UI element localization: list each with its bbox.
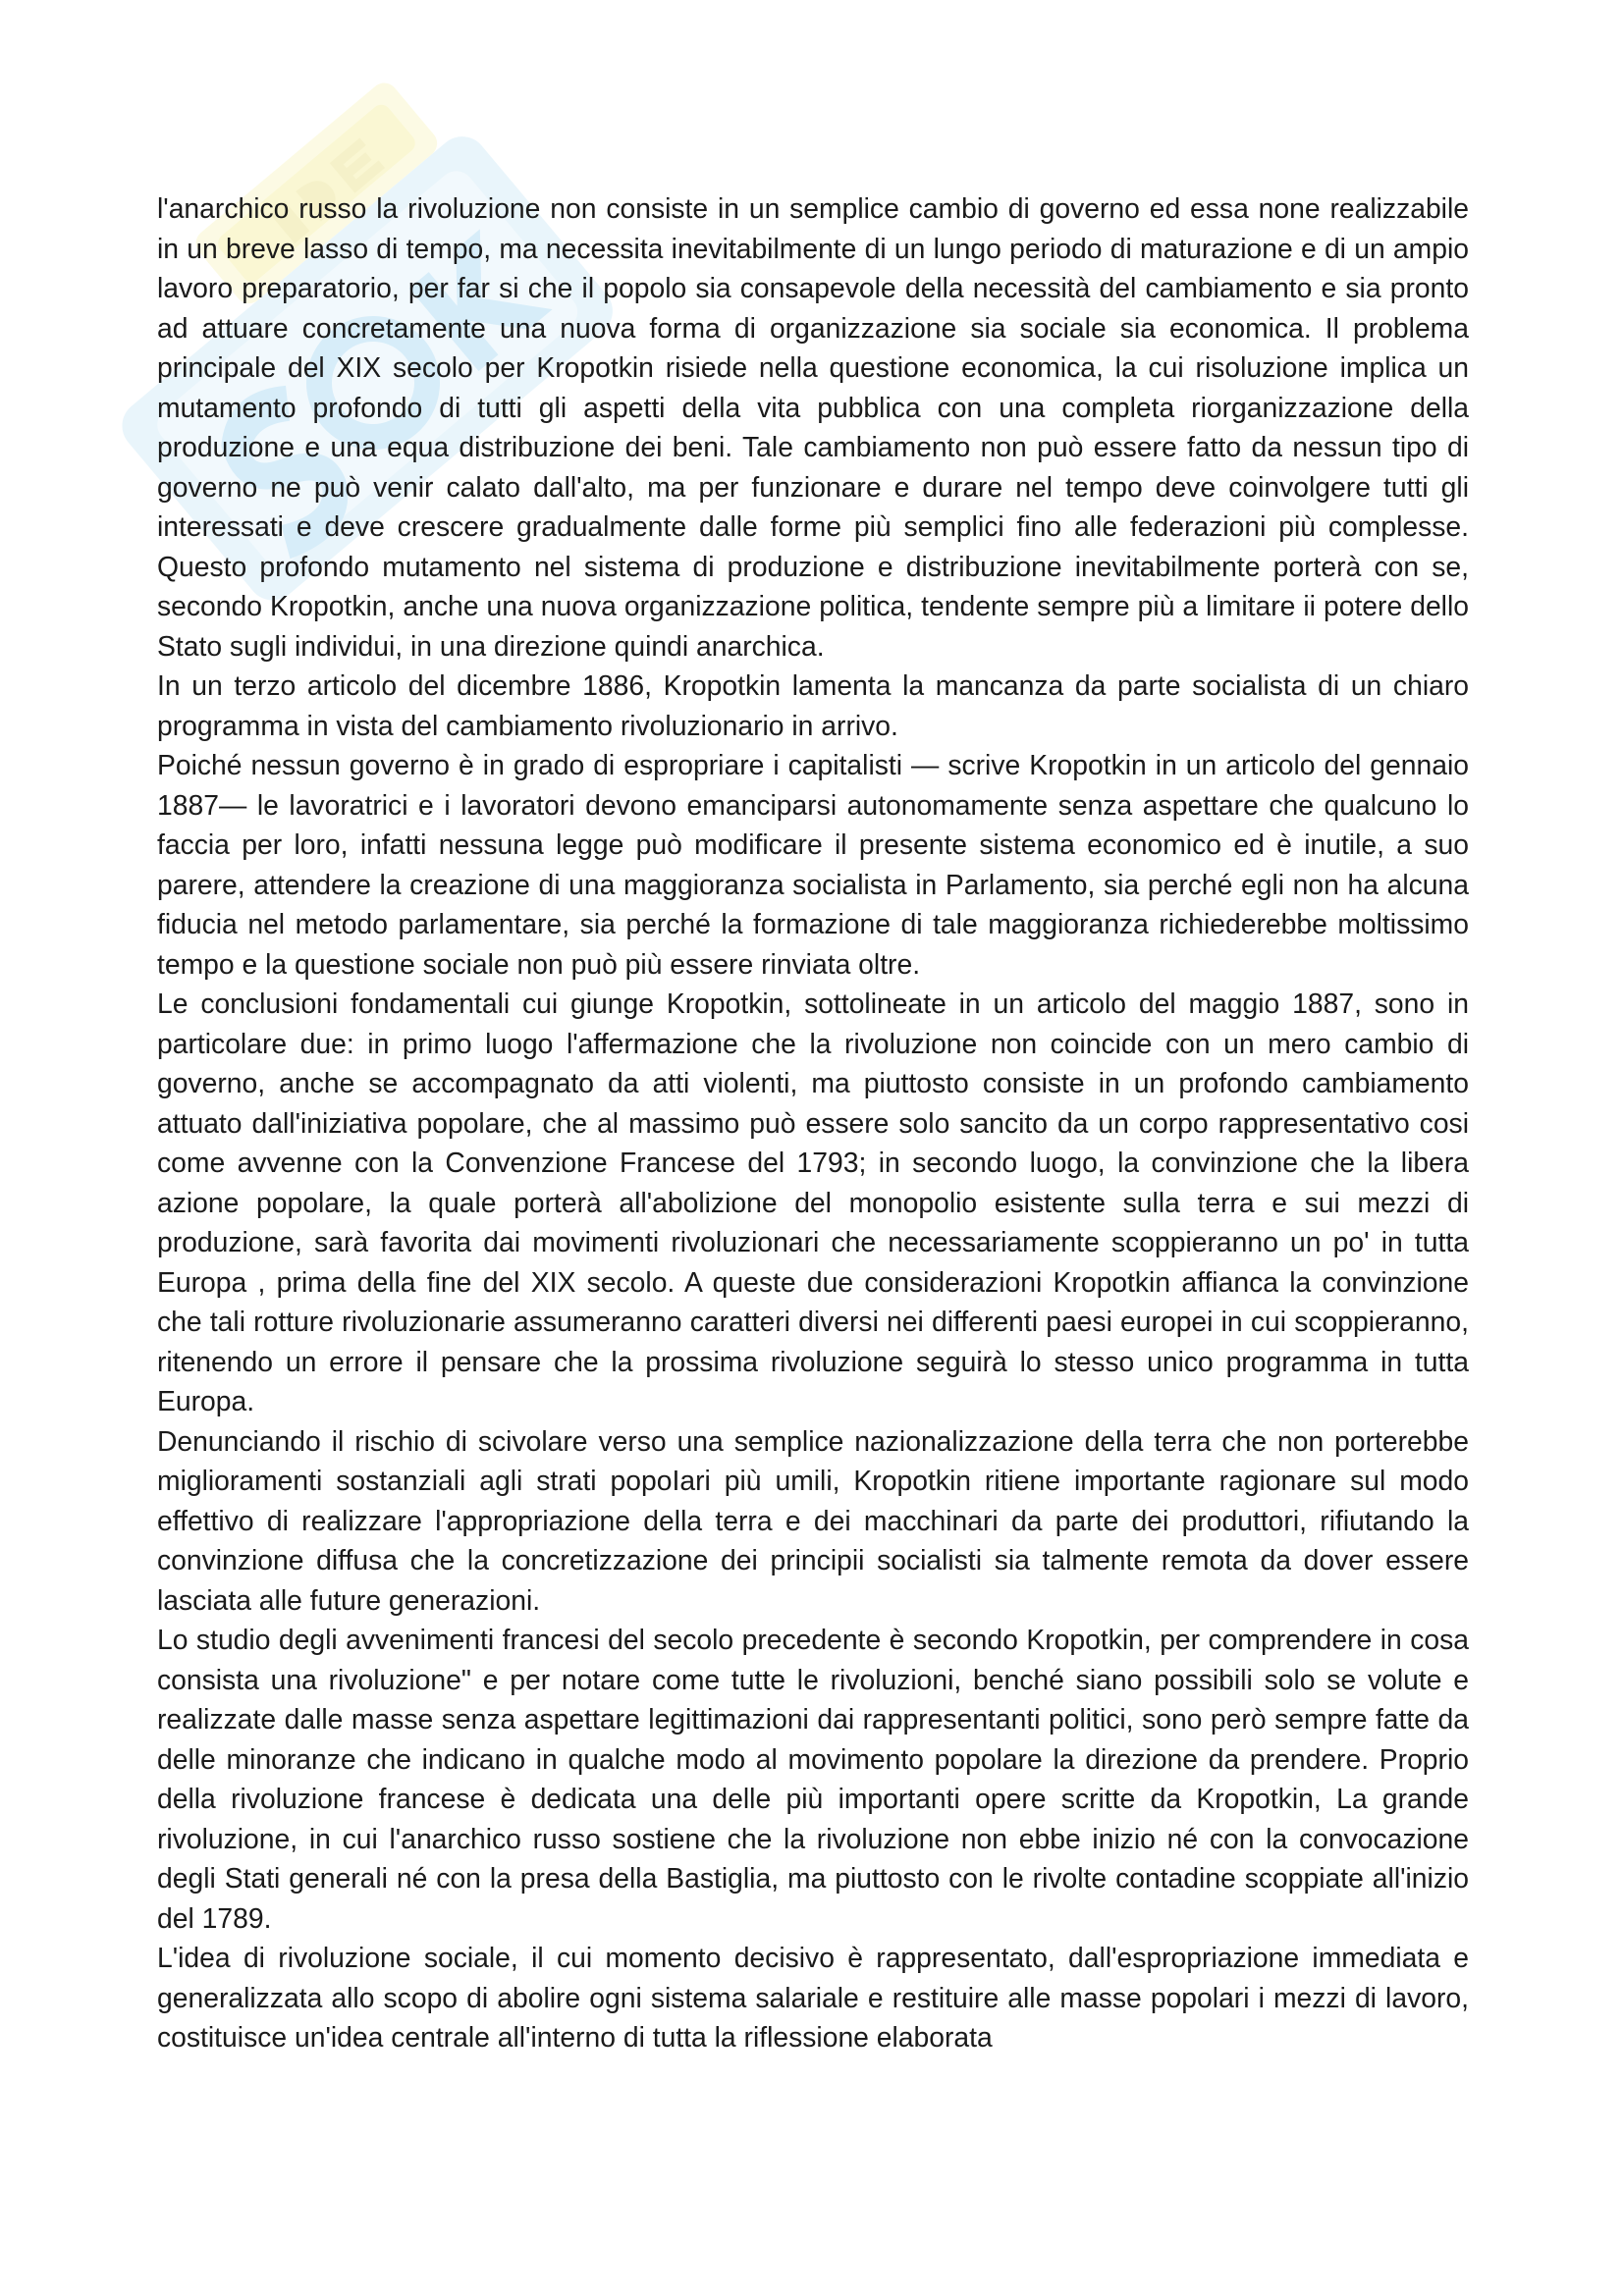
paragraph: L'idea di rivoluzione sociale, il cui momento decisivo è rappresentato, dall'espropriazione immediata e generalizzata allo scopo di abolire ogni sistema salariale e restituire alle masse popolari i mezzi di lavoro, costituisce un'idea centrale all'interno di tutta la riflessione elaborata <box>157 1942 1469 2053</box>
paragraph: Lo studio degli avvenimenti francesi del secolo precedente è secondo Kropotkin, per comprendere in cosa consista una rivoluzione" e per notare come tutte le rivoluzioni, benché siano possibili solo se volute e realizzate dalle masse senza aspettare legittimazioni dai rappresentanti politici, sono però sempre fatte da delle minoranze che indicano in qualche modo al movimento popolare la direzione da prendere. Proprio della rivoluzione francese è dedicata una delle più importanti opere scritte da Kropotkin, La grande rivoluzione, in cui l'anarchico russo sostiene che la rivoluzione non ebbe inizio né con la convocazione degli Stati generali né con la presa della Bastiglia, ma piuttosto con le rivolte contadine scoppiate all'inizio del 1789. <box>157 1624 1469 1934</box>
paragraph: Poiché nessun governo è in grado di espropriare i capitalisti — scrive Kropotkin in un articolo del gennaio 1887— le lavoratrici e i lavoratori devono emanciparsi autonomamente senza aspettare che qualcuno lo faccia per loro, infatti nessuna legge può modificare il presente sistema economico ed è inutile, a suo parere, attendere la creazione di una maggioranza socialista in Parlamento, sia perché egli non ha alcuna fiducia nel metodo parlamentare, sia perché la formazione di tale maggioranza richiederebbe moltissimo tempo e la questione sociale non può più essere rinviata oltre. <box>157 749 1469 980</box>
paragraph: Le conclusioni fondamentali cui giunge Kropotkin, sottolineate in un articolo del maggio 1887, sono in particolare due: in primo luogo l'affermazione che la rivoluzione non coincide con un mero cambio di governo, anche se accompagnato da atti violenti, ma piuttosto consiste in un profondo cambiamento attuato dall'iniziativa popolare, che al massimo può essere solo sancito da un corpo rappresentativo cosi come avvenne con la Convenzione Francese del 1793; in secondo luogo, la convinzione che la libera azione popolare, la quale porterà all'abolizione del monopolio esistente sulla terra e sui mezzi di produzione, sarà favorita dai movimenti rivoluzionari che necessariamente scoppieranno un po' in tutta Europa , prima della fine del XIX secolo. A queste due considerazioni Kropotkin affianca la convinzione che tali rotture rivoluzionarie assumeranno caratteri diversi nei differenti paesi europei in cui scoppieranno, ritenendo un errore il pensare che la prossima rivoluzione seguirà lo stesso unico programma in tutta Europa. <box>157 988 1469 1416</box>
paragraph: Denunciando il rischio di scivolare verso una semplice nazionalizzazione della terra che non porterebbe miglioramenti sostanziali agli strati popoIari più umili, Kropotkin ritiene importante ragionare sul modo effettivo di realizzare l'appropriazione della terra e dei macchinari da parte dei produttori, rifiutando la convinzione diffusa che la concretizzazione dei principii socialisti sia talmente remota da dover essere lasciata alle future generazioni. <box>157 1424 1469 1616</box>
paragraph: l'anarchico russo la rivoluzione non consiste in un semplice cambio di governo ed essa none realizzabile in un breve lasso di tempo, ma necessita inevitabilmente di un lungo periodo di maturazione e di un ampio lavoro preparatorio, per far si che il popolo sia consapevole della necessità del cambiamento e sia pronto ad attuare concretamente una nuova forma di organizzazione sia sociale sia economica. Il problema principale del XIX secolo per Kropotkin risiede nella questione economica, la cui risoluzione implica un mutamento profondo di tutti gli aspetti della vita pubblica con una completa riorganizzazione della produzione e una equa distribuzione dei beni. Tale cambiamento non può essere fatto da nessun tipo di governo ne può venir calato dall'alto, ma per funzionare e durare nel tempo deve coinvolgere tutti gli interessati e deve crescere gradualmente dalle forme più semplici fino alle federazioni più complesse. Questo profondo mutamento nel sistema di produzione e distribuzione inevitabilmente porterà con se, secondo Kropotkin, anche una nuova organizzazione politica, tendente sempre più a limitare ii potere dello Stato sugli individui, in una direzione quindi anarchica. <box>157 192 1469 662</box>
body-text <box>157 188 1469 2057</box>
paragraph: In un terzo articolo del dicembre 1886, Kropotkin lamenta la mancanza da parte socialista di un chiaro programma in vista del cambiamento rivoluzionario in arrivo. <box>157 669 1469 741</box>
